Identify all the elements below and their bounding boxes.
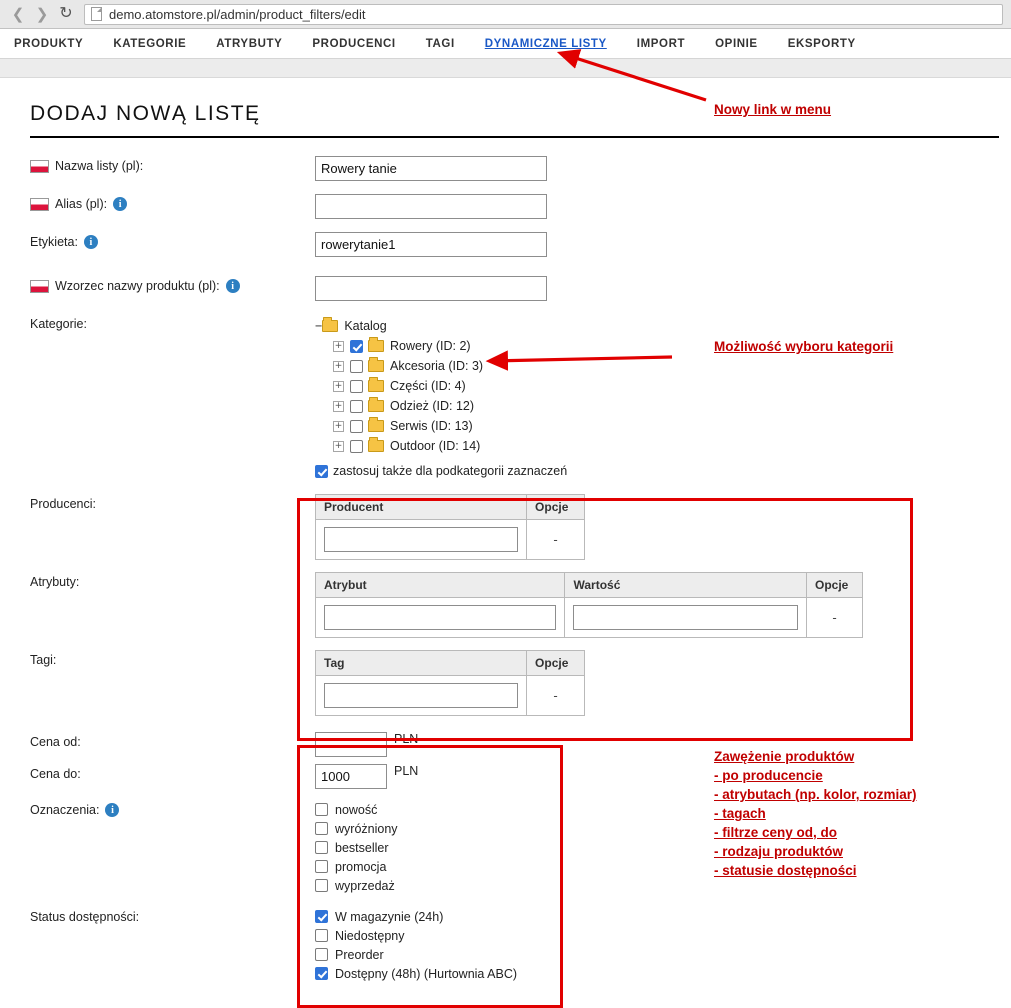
- label-name: [0, 156, 315, 173]
- nav-dynamiczne-listy[interactable]: DYNAMICZNE LISTY: [484, 37, 607, 50]
- mark-wyprzedaz[interactable]: [315, 876, 398, 895]
- availability-label: Dostępny (48h) (Hurtownia ABC): [335, 966, 518, 981]
- field-row-alias: [0, 194, 1011, 220]
- info-icon[interactable]: i: [84, 235, 98, 249]
- apply-subcategories-label: zastosuj także dla podkategorii zaznaczeń: [333, 464, 568, 478]
- mark-label: bestseller: [335, 840, 389, 855]
- flag-pl-icon: [30, 160, 49, 173]
- expand-icon[interactable]: +: [334, 340, 343, 351]
- flag-pl-icon: [30, 280, 49, 293]
- category-checkbox[interactable]: [350, 360, 363, 373]
- mark-bestseller[interactable]: [315, 838, 398, 857]
- label-tags: [0, 650, 315, 667]
- nav-atrybuty[interactable]: ATRYBUTY: [216, 37, 283, 50]
- nav-eksporty[interactable]: EKSPORTY: [787, 37, 856, 50]
- browser-toolbar: [0, 0, 1011, 29]
- label-price-to-text: Cena do:: [30, 767, 81, 781]
- label-price-from: [0, 732, 315, 749]
- tree-item-label: Outdoor (ID: 14): [390, 439, 481, 453]
- label-name-text: Nazwa listy (pl):: [55, 159, 144, 173]
- input-price-to[interactable]: [315, 764, 387, 789]
- category-tree: [315, 314, 567, 482]
- field-row-etykieta: [0, 232, 1011, 258]
- folder-icon: [322, 320, 338, 332]
- input-list-name[interactable]: [315, 156, 547, 181]
- producers-table: [315, 494, 585, 560]
- forward-icon[interactable]: ❯: [35, 5, 49, 23]
- info-icon[interactable]: i: [105, 803, 119, 817]
- marks-checkbox-group: [315, 800, 398, 895]
- mark-label: nowość: [335, 802, 378, 817]
- back-icon[interactable]: ❮: [11, 5, 25, 23]
- label-alias-text: Alias (pl):: [55, 197, 108, 211]
- annotation-narrowing-list: Zawężenie produktów - po producencie - atrybutach (np. kolor, rozmiar) - tagach - filtrze ceny od, do - rodzaju produktów - statusie dostępności: [714, 749, 917, 878]
- availability-label: Niedostępny: [335, 928, 405, 943]
- tree-item-label: Serwis (ID: 13): [390, 419, 473, 433]
- tree-item-label: Rowery (ID: 2): [390, 339, 471, 353]
- attribute-option: -: [807, 598, 863, 638]
- nav-producenci[interactable]: PRODUCENCI: [312, 37, 396, 50]
- tree-item-serwis[interactable]: [333, 416, 567, 436]
- main-navigation: [0, 29, 1011, 59]
- input-tag[interactable]: [324, 683, 518, 708]
- label-marks-text: Oznaczenia:: [30, 803, 100, 817]
- mark-promocja[interactable]: [315, 857, 398, 876]
- label-etykieta-text: Etykieta:: [30, 235, 78, 249]
- tree-item-label: Odzież (ID: 12): [390, 399, 475, 413]
- folder-icon: [368, 360, 384, 372]
- input-pattern[interactable]: [315, 276, 547, 301]
- label-pattern: [0, 276, 315, 293]
- value-cell: [565, 598, 807, 638]
- expand-icon[interactable]: +: [334, 380, 343, 391]
- tree-item-outdoor[interactable]: [333, 436, 567, 456]
- folder-icon: [368, 440, 384, 452]
- tag-cell: [316, 676, 527, 716]
- category-checkbox[interactable]: [350, 340, 363, 353]
- apply-subcategories-row[interactable]: [315, 460, 567, 482]
- mark-label: promocja: [335, 859, 387, 874]
- label-alias: [0, 194, 315, 211]
- producer-cell: [316, 520, 527, 560]
- table-header-row: [316, 651, 585, 676]
- field-row-pattern: [0, 276, 1011, 302]
- label-availability-text: Status dostępności:: [30, 910, 140, 924]
- field-row-tags: [0, 650, 1011, 716]
- category-checkbox[interactable]: [350, 420, 363, 433]
- expand-icon[interactable]: +: [334, 440, 343, 451]
- info-icon[interactable]: i: [113, 197, 127, 211]
- mark-checkbox[interactable]: [315, 841, 328, 854]
- label-categories: [0, 314, 315, 331]
- tree-item-czesci[interactable]: [333, 376, 567, 396]
- input-attribute[interactable]: [324, 605, 556, 630]
- availability-niedostepny[interactable]: [315, 926, 517, 945]
- category-checkbox[interactable]: [350, 400, 363, 413]
- mark-label: wyróżniony: [335, 821, 398, 836]
- flag-pl-icon: [30, 198, 49, 211]
- input-producer[interactable]: [324, 527, 518, 552]
- producer-option: -: [527, 520, 585, 560]
- nav-import[interactable]: IMPORT: [636, 37, 686, 50]
- nav-produkty[interactable]: PRODUKTY: [14, 37, 84, 50]
- availability-label: W magazynie (24h): [335, 909, 444, 924]
- toolbar-strip: [0, 59, 1011, 78]
- mark-wyrozniony[interactable]: [315, 819, 398, 838]
- tree-item-akcesoria[interactable]: [333, 356, 567, 376]
- input-price-from[interactable]: [315, 732, 387, 757]
- col-producent: Producent: [316, 495, 527, 520]
- label-producers-text: Producenci:: [30, 497, 97, 511]
- tree-root-label: Katalog: [344, 319, 387, 333]
- tree-root: [315, 316, 567, 336]
- availability-checkbox-group: [315, 907, 517, 983]
- label-tags-text: Tagi:: [30, 653, 57, 667]
- availability-w-magazynie[interactable]: [315, 907, 517, 926]
- attribute-cell: [316, 598, 565, 638]
- mark-checkbox[interactable]: [315, 860, 328, 873]
- field-row-attributes: [0, 572, 1011, 638]
- expand-icon[interactable]: +: [334, 360, 343, 371]
- mark-checkbox[interactable]: [315, 879, 328, 892]
- label-pattern-text: Wzorzec nazwy produktu (pl):: [55, 279, 220, 293]
- folder-icon: [368, 420, 384, 432]
- field-row-producers: [0, 494, 1011, 560]
- input-etykieta[interactable]: [315, 232, 547, 257]
- tag-option: -: [527, 676, 585, 716]
- label-categories-text: Kategorie:: [30, 317, 87, 331]
- tags-table: [315, 650, 585, 716]
- label-etykieta: [0, 232, 315, 249]
- availability-checkbox[interactable]: [315, 967, 328, 980]
- page-title: DODAJ NOWĄ LISTĘ: [30, 102, 261, 125]
- apply-subcategories-checkbox[interactable]: [315, 465, 328, 478]
- tree-item-label: Akcesoria (ID: 3): [390, 359, 484, 373]
- mark-nowosc[interactable]: [315, 800, 398, 819]
- availability-checkbox[interactable]: [315, 910, 328, 923]
- folder-icon: [368, 380, 384, 392]
- availability-preorder[interactable]: [315, 945, 517, 964]
- table-header-row: [316, 495, 585, 520]
- mark-checkbox[interactable]: [315, 822, 328, 835]
- col-wartosc: Wartość: [565, 573, 807, 598]
- col-opcje: Opcje: [527, 651, 585, 676]
- availability-checkbox[interactable]: [315, 948, 328, 961]
- label-marks: [0, 800, 315, 817]
- label-availability: [0, 907, 315, 924]
- category-checkbox[interactable]: [350, 440, 363, 453]
- label-price-from-text: Cena od:: [30, 735, 81, 749]
- label-price-to: [0, 764, 315, 781]
- label-producers: [0, 494, 315, 511]
- col-opcje: Opcje: [527, 495, 585, 520]
- reload-icon[interactable]: ↻: [59, 5, 73, 22]
- availability-dostepny-48h[interactable]: [315, 964, 517, 983]
- page-icon: [91, 7, 102, 21]
- tree-item-label: Części (ID: 4): [390, 379, 466, 393]
- address-bar[interactable]: [84, 4, 1003, 25]
- info-icon[interactable]: i: [226, 279, 240, 293]
- table-row: [316, 676, 585, 716]
- price-to-currency: PLN: [394, 764, 419, 778]
- availability-label: Preorder: [335, 947, 384, 962]
- collapse-icon[interactable]: −: [315, 319, 323, 333]
- table-header-row: [316, 573, 863, 598]
- input-attribute-value[interactable]: [573, 605, 798, 630]
- expand-icon[interactable]: +: [334, 400, 343, 411]
- nav-opinie[interactable]: OPINIE: [715, 37, 758, 50]
- col-opcje: Opcje: [807, 573, 863, 598]
- label-attributes: [0, 572, 315, 589]
- tree-item-odziez[interactable]: [333, 396, 567, 416]
- nav-kategorie[interactable]: KATEGORIE: [113, 37, 187, 50]
- annotation-category-note: Możliwość wyboru kategorii: [714, 339, 894, 354]
- category-checkbox[interactable]: [350, 380, 363, 393]
- field-row-name: [0, 156, 1011, 182]
- col-tag: Tag: [316, 651, 527, 676]
- folder-icon: [368, 400, 384, 412]
- table-row: [316, 598, 863, 638]
- price-from-currency: PLN: [394, 732, 419, 746]
- table-row: [316, 520, 585, 560]
- mark-checkbox[interactable]: [315, 803, 328, 816]
- folder-icon: [368, 340, 384, 352]
- url-text: demo.atomstore.pl/admin/product_filters/edit: [109, 6, 366, 22]
- annotation-menu-note: Nowy link w menu: [714, 102, 832, 117]
- expand-icon[interactable]: +: [334, 420, 343, 431]
- label-attributes-text: Atrybuty:: [30, 575, 80, 589]
- mark-label: wyprzedaż: [335, 878, 395, 893]
- tree-item-rowery[interactable]: [333, 336, 567, 356]
- input-alias[interactable]: [315, 194, 547, 219]
- field-row-availability: [0, 907, 1011, 983]
- attributes-table: [315, 572, 863, 638]
- nav-tagi[interactable]: TAGI: [425, 37, 455, 50]
- col-atrybut: Atrybut: [316, 573, 565, 598]
- availability-checkbox[interactable]: [315, 929, 328, 942]
